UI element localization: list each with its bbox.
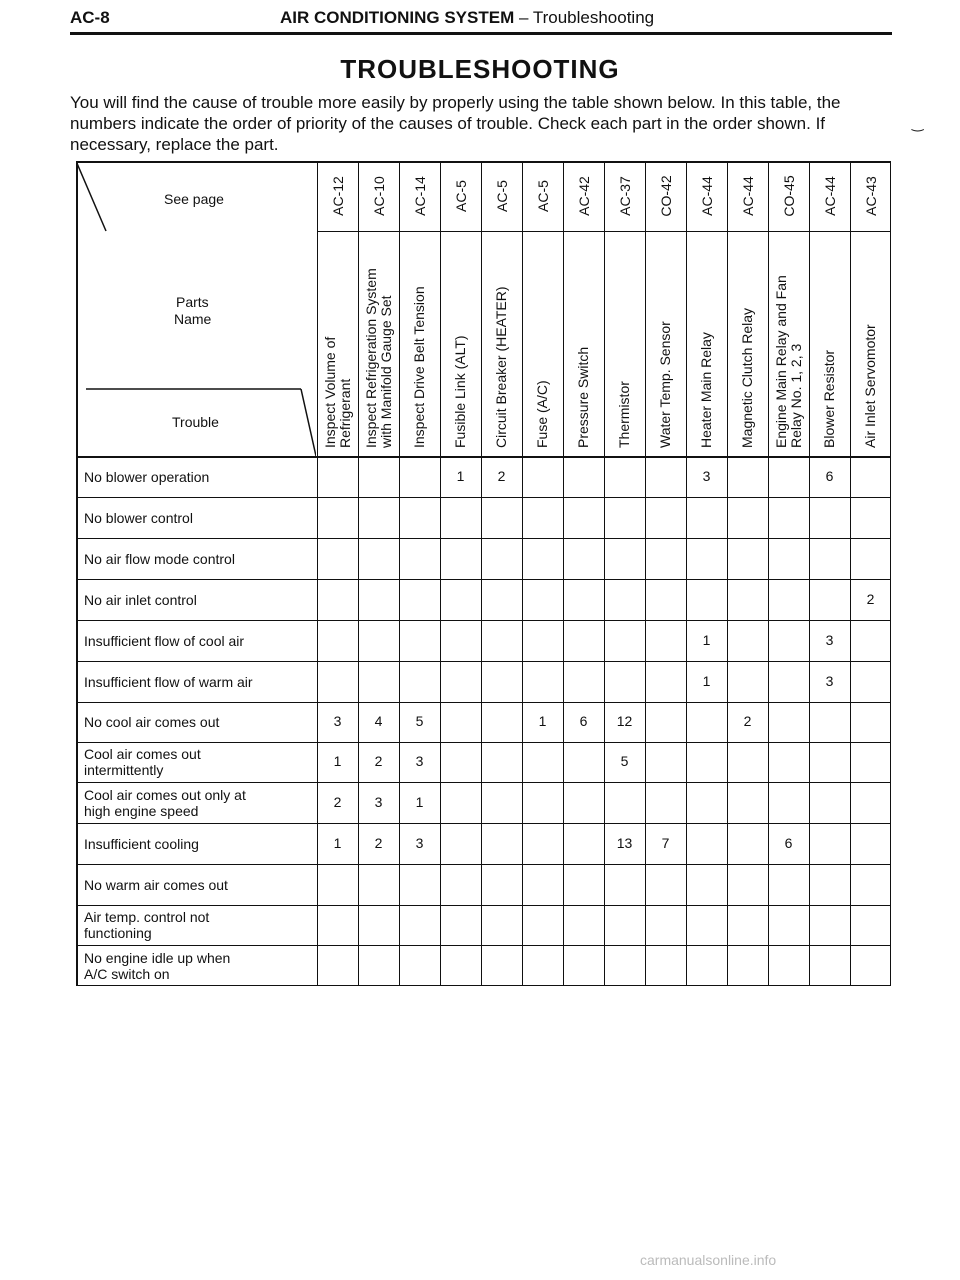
row-label-line: Cool air comes out bbox=[84, 746, 201, 762]
cell-priority: 1 bbox=[702, 631, 711, 648]
row-divider bbox=[76, 538, 891, 539]
row-divider bbox=[76, 782, 891, 783]
column-part-name-line: Water Temp. Sensor bbox=[657, 321, 673, 448]
cell-priority: 7 bbox=[661, 834, 670, 851]
row-divider bbox=[76, 579, 891, 580]
see-page-label: See page bbox=[164, 191, 224, 207]
row-label-line: No warm air comes out bbox=[84, 876, 228, 893]
table-border-left bbox=[76, 161, 78, 986]
column-part-name-line: Relay No. 1, 2, 3 bbox=[787, 343, 804, 448]
cell-priority: 3 bbox=[415, 834, 424, 851]
column-part-name-line: Inspect Refrigeration System bbox=[362, 268, 379, 448]
row-label bbox=[84, 950, 230, 982]
column-page-ref: CO-42 bbox=[657, 175, 674, 217]
column-page-ref: AC-14 bbox=[411, 176, 428, 216]
page-code: AC-8 bbox=[70, 8, 110, 27]
cell-priority: 5 bbox=[415, 713, 424, 729]
cell-priority: 3 bbox=[374, 793, 383, 810]
cell-priority: 3 bbox=[415, 753, 424, 769]
cell-priority: 3 bbox=[333, 713, 342, 729]
row-label bbox=[84, 909, 209, 941]
column-divider bbox=[809, 161, 810, 986]
column-divider bbox=[645, 161, 646, 986]
row-label bbox=[84, 746, 201, 778]
watermark: carmanualsonline.info bbox=[640, 1252, 777, 1268]
cell-priority: 2 bbox=[497, 467, 506, 484]
row-label bbox=[84, 633, 244, 649]
cell-priority: 1 bbox=[333, 834, 342, 851]
column-part-name bbox=[494, 286, 509, 448]
row-label-line: high engine speed bbox=[84, 802, 199, 819]
column-part-name-line: Blower Resistor bbox=[821, 349, 837, 448]
column-part-name bbox=[535, 380, 550, 448]
row-label bbox=[84, 674, 253, 690]
column-divider bbox=[563, 161, 564, 986]
row-label-line: Insufficient flow of cool air bbox=[84, 632, 245, 649]
column-part-name bbox=[453, 335, 468, 448]
cell-priority: 3 bbox=[825, 631, 834, 648]
column-divider bbox=[604, 161, 605, 986]
column-part-name-line: Thermistor bbox=[616, 381, 632, 448]
row-divider bbox=[76, 661, 891, 662]
row-label bbox=[84, 877, 228, 893]
section-title bbox=[280, 8, 654, 28]
margin-mark: ‿ bbox=[912, 115, 924, 131]
column-part-name bbox=[699, 332, 714, 448]
column-page-ref: AC-37 bbox=[616, 176, 633, 216]
column-part-name-line: with Manifold Gauge Set bbox=[377, 295, 394, 448]
cell-priority: 1 bbox=[702, 672, 711, 689]
row-label bbox=[84, 714, 219, 730]
parts-name-label-2: Name bbox=[174, 311, 212, 327]
column-page-ref: AC-5 bbox=[493, 180, 510, 212]
column-page-ref: AC-12 bbox=[329, 176, 346, 216]
section-title-bold: AIR CONDITIONING SYSTEM bbox=[280, 8, 515, 27]
row-divider bbox=[76, 905, 891, 906]
row-label-line: No blower control bbox=[84, 509, 193, 526]
cell-priority: 6 bbox=[784, 834, 793, 851]
column-divider bbox=[358, 161, 359, 986]
row-label bbox=[84, 469, 209, 485]
column-divider bbox=[727, 161, 728, 986]
cell-priority: 1 bbox=[456, 467, 465, 484]
column-part-name bbox=[617, 381, 632, 448]
column-divider bbox=[522, 161, 523, 986]
row-divider bbox=[76, 702, 891, 703]
row-label-line: Air temp. control not bbox=[84, 909, 210, 925]
column-divider bbox=[686, 161, 687, 986]
row-divider bbox=[76, 864, 891, 865]
cell-priority: 3 bbox=[825, 672, 834, 689]
column-page-ref: AC-43 bbox=[862, 176, 879, 216]
row-divider bbox=[76, 823, 891, 824]
column-part-name bbox=[822, 350, 837, 448]
intro-paragraph: You will find the cause of trouble more easily by properly using the table shown below. In this table, the numbers indicate the order of priority of the causes of trouble. Check each part in the order shown. If necessary, replace the part. bbox=[70, 93, 841, 154]
row-divider bbox=[76, 742, 891, 743]
cell-priority: 13 bbox=[616, 834, 633, 851]
column-page-ref: AC-44 bbox=[821, 176, 838, 216]
cell-priority: 1 bbox=[333, 753, 342, 769]
row-label-line: No air flow mode control bbox=[84, 550, 235, 567]
column-part-name-line: Inspect Drive Belt Tension bbox=[411, 286, 427, 448]
column-part-name bbox=[412, 286, 427, 448]
row-label-line: No cool air comes out bbox=[84, 714, 220, 730]
column-part-name bbox=[364, 268, 394, 448]
see-page-divider bbox=[317, 231, 891, 232]
column-page-ref: CO-45 bbox=[780, 175, 797, 217]
row-label-line: No engine idle up when bbox=[84, 949, 231, 966]
column-part-name-line: Magnetic Clutch Relay bbox=[739, 307, 755, 448]
row-label-line: Cool air comes out only at bbox=[84, 786, 246, 803]
page-title: TROUBLESHOOTING bbox=[340, 54, 620, 84]
column-divider bbox=[399, 161, 400, 986]
cell-priority: 4 bbox=[374, 713, 383, 729]
first-column-divider bbox=[317, 161, 318, 986]
row-label bbox=[84, 787, 246, 819]
parts-name-label-1: Parts bbox=[176, 294, 209, 310]
row-label bbox=[84, 551, 235, 567]
cell-priority: 2 bbox=[866, 590, 875, 607]
cell-priority: 2 bbox=[333, 793, 342, 810]
column-part-name bbox=[863, 324, 878, 448]
row-label-line: A/C switch on bbox=[84, 965, 170, 982]
column-part-name-line: Air Inlet Servomotor bbox=[862, 324, 878, 448]
column-page-ref: AC-44 bbox=[698, 176, 715, 216]
section-title-rest: – Troubleshooting bbox=[514, 8, 655, 27]
row-label-line: functioning bbox=[84, 925, 152, 941]
column-part-name bbox=[323, 337, 353, 448]
cell-priority: 1 bbox=[415, 793, 424, 810]
cell-priority: 6 bbox=[825, 467, 834, 484]
column-part-name-line: Pressure Switch bbox=[575, 346, 591, 448]
column-part-name bbox=[740, 308, 755, 448]
column-page-ref: AC-5 bbox=[452, 180, 469, 212]
table-border-right bbox=[890, 161, 892, 986]
cell-priority: 2 bbox=[374, 753, 383, 769]
column-part-name bbox=[774, 275, 804, 448]
cell-priority: 2 bbox=[374, 834, 383, 851]
column-part-name-line: Circuit Breaker (HEATER) bbox=[493, 286, 509, 448]
column-divider bbox=[850, 161, 851, 986]
column-part-name bbox=[658, 321, 673, 448]
cell-priority: 5 bbox=[620, 753, 629, 769]
column-divider bbox=[440, 161, 441, 986]
row-label bbox=[84, 836, 199, 852]
column-part-name-line: Fusible Link (ALT) bbox=[452, 335, 468, 448]
column-divider bbox=[481, 161, 482, 986]
row-label-line: Insufficient cooling bbox=[84, 835, 199, 852]
header-bottom-rule bbox=[76, 456, 891, 458]
row-divider bbox=[76, 497, 891, 498]
row-label bbox=[84, 510, 193, 526]
column-part-name-line: Engine Main Relay and Fan bbox=[772, 275, 789, 448]
column-page-ref: AC-5 bbox=[534, 180, 551, 212]
trouble-label: Trouble bbox=[172, 414, 219, 430]
column-part-name-line: Heater Main Relay bbox=[698, 332, 714, 448]
row-label-line: Insufficient flow of warm air bbox=[84, 673, 253, 690]
row-label-line: intermittently bbox=[84, 762, 164, 778]
cell-priority: 3 bbox=[702, 467, 711, 484]
column-page-ref: AC-44 bbox=[739, 176, 756, 216]
row-divider bbox=[76, 620, 891, 621]
column-page-ref: AC-42 bbox=[575, 176, 592, 216]
row-label-line: No air inlet control bbox=[84, 591, 197, 608]
header-rule bbox=[70, 32, 892, 35]
column-part-name-line: Refrigerant bbox=[336, 378, 353, 448]
row-label bbox=[84, 592, 197, 608]
cell-priority: 6 bbox=[579, 713, 588, 729]
cell-priority: 2 bbox=[743, 713, 752, 729]
column-part-name bbox=[576, 347, 591, 448]
column-part-name-line: Inspect Volume of bbox=[321, 336, 338, 448]
cell-priority: 1 bbox=[538, 713, 547, 729]
troubleshooting-table bbox=[76, 161, 891, 986]
row-divider bbox=[76, 945, 891, 946]
column-divider bbox=[768, 161, 769, 986]
page-header bbox=[70, 6, 890, 34]
row-label-line: No blower operation bbox=[84, 468, 210, 485]
column-part-name-line: Fuse (A/C) bbox=[534, 380, 550, 448]
column-page-ref: AC-10 bbox=[370, 176, 387, 216]
cell-priority: 12 bbox=[616, 713, 633, 729]
